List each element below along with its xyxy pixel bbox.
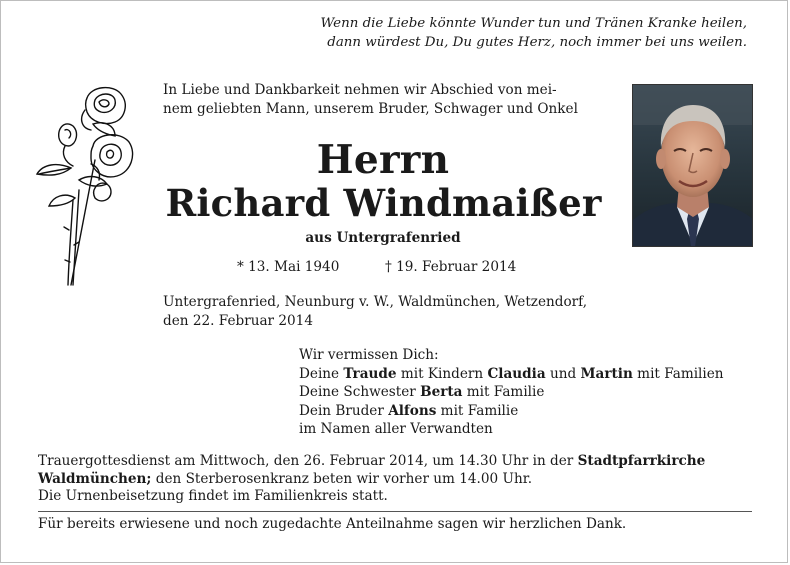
text: Dein Bruder — [299, 402, 389, 419]
text: Trauergottesdienst am Mittwoch, den 26. Februar 2014, um 14.30 Uhr in der — [38, 453, 578, 469]
intro-line-1: In Liebe und Dankbarkeit nehmen wir Abschied von mei- — [163, 82, 557, 98]
quote-line-1: Wenn die Liebe könnte Wunder tun und Tränen Kranke heilen, — [320, 16, 747, 31]
church-name: Stadtpfarrkirche Waldmünchen; — [38, 453, 706, 487]
text: Deine — [299, 365, 344, 382]
text: und — [545, 365, 581, 382]
rose-illustration — [35, 80, 137, 290]
mourners-list — [299, 346, 769, 439]
service-text — [38, 453, 768, 488]
intro-line-2: nem geliebten Mann, unserem Bruder, Schwager und Onkel — [163, 100, 578, 117]
mourner-sister — [299, 383, 769, 402]
mourner-relatives: im Namen aller Verwandten — [299, 421, 493, 437]
salutation: Herrn — [316, 137, 450, 183]
birth-date: * 13. Mai 1940 — [237, 259, 340, 275]
quote-line-2: dann würdest Du, Du gutes Herz, noch immer bei uns weilen. — [327, 35, 747, 50]
deceased-name: Richard Windmaißer — [165, 181, 602, 225]
mourners-heading: Wir vermissen Dich: — [299, 347, 439, 363]
brother-name: Alfons — [388, 402, 437, 419]
memorial-quote — [277, 14, 747, 52]
wife-name: Traude — [343, 365, 397, 382]
date-line: den 22. Februar 2014 — [163, 312, 313, 329]
text: mit Familien — [632, 365, 724, 382]
text: mit Kindern — [396, 365, 488, 382]
intro-text — [163, 81, 613, 118]
sister-name: Berta — [420, 384, 463, 400]
text: Deine Schwester — [299, 384, 421, 400]
origin-text: aus Untergrafenried — [305, 230, 461, 246]
divider — [38, 511, 752, 512]
child-name: Martin — [580, 365, 633, 382]
portrait-image — [633, 85, 753, 247]
service-info — [38, 453, 768, 506]
place-date — [163, 293, 633, 330]
text: den Sterberosenkranz beten wir vorher um 14.00 Uhr. — [151, 470, 533, 487]
place-line: Untergrafenried, Neunburg v. W., Waldmünchen, Wetzendorf, — [163, 294, 588, 310]
thanks-text: Für bereits erwiesene und noch zugedachte Anteilnahme sagen wir herzlichen Dank. — [38, 516, 627, 532]
death-date: † 19. Februar 2014 — [385, 259, 517, 275]
child-name: Claudia — [487, 365, 546, 382]
mourner-brother — [299, 402, 769, 421]
urn-text: Die Urnenbeisetzung findet im Familienkreis statt. — [38, 488, 388, 504]
text: mit Familie — [462, 384, 545, 400]
mourner-wife — [299, 365, 769, 384]
portrait-photo — [632, 84, 753, 247]
text: mit Familie — [436, 402, 519, 419]
